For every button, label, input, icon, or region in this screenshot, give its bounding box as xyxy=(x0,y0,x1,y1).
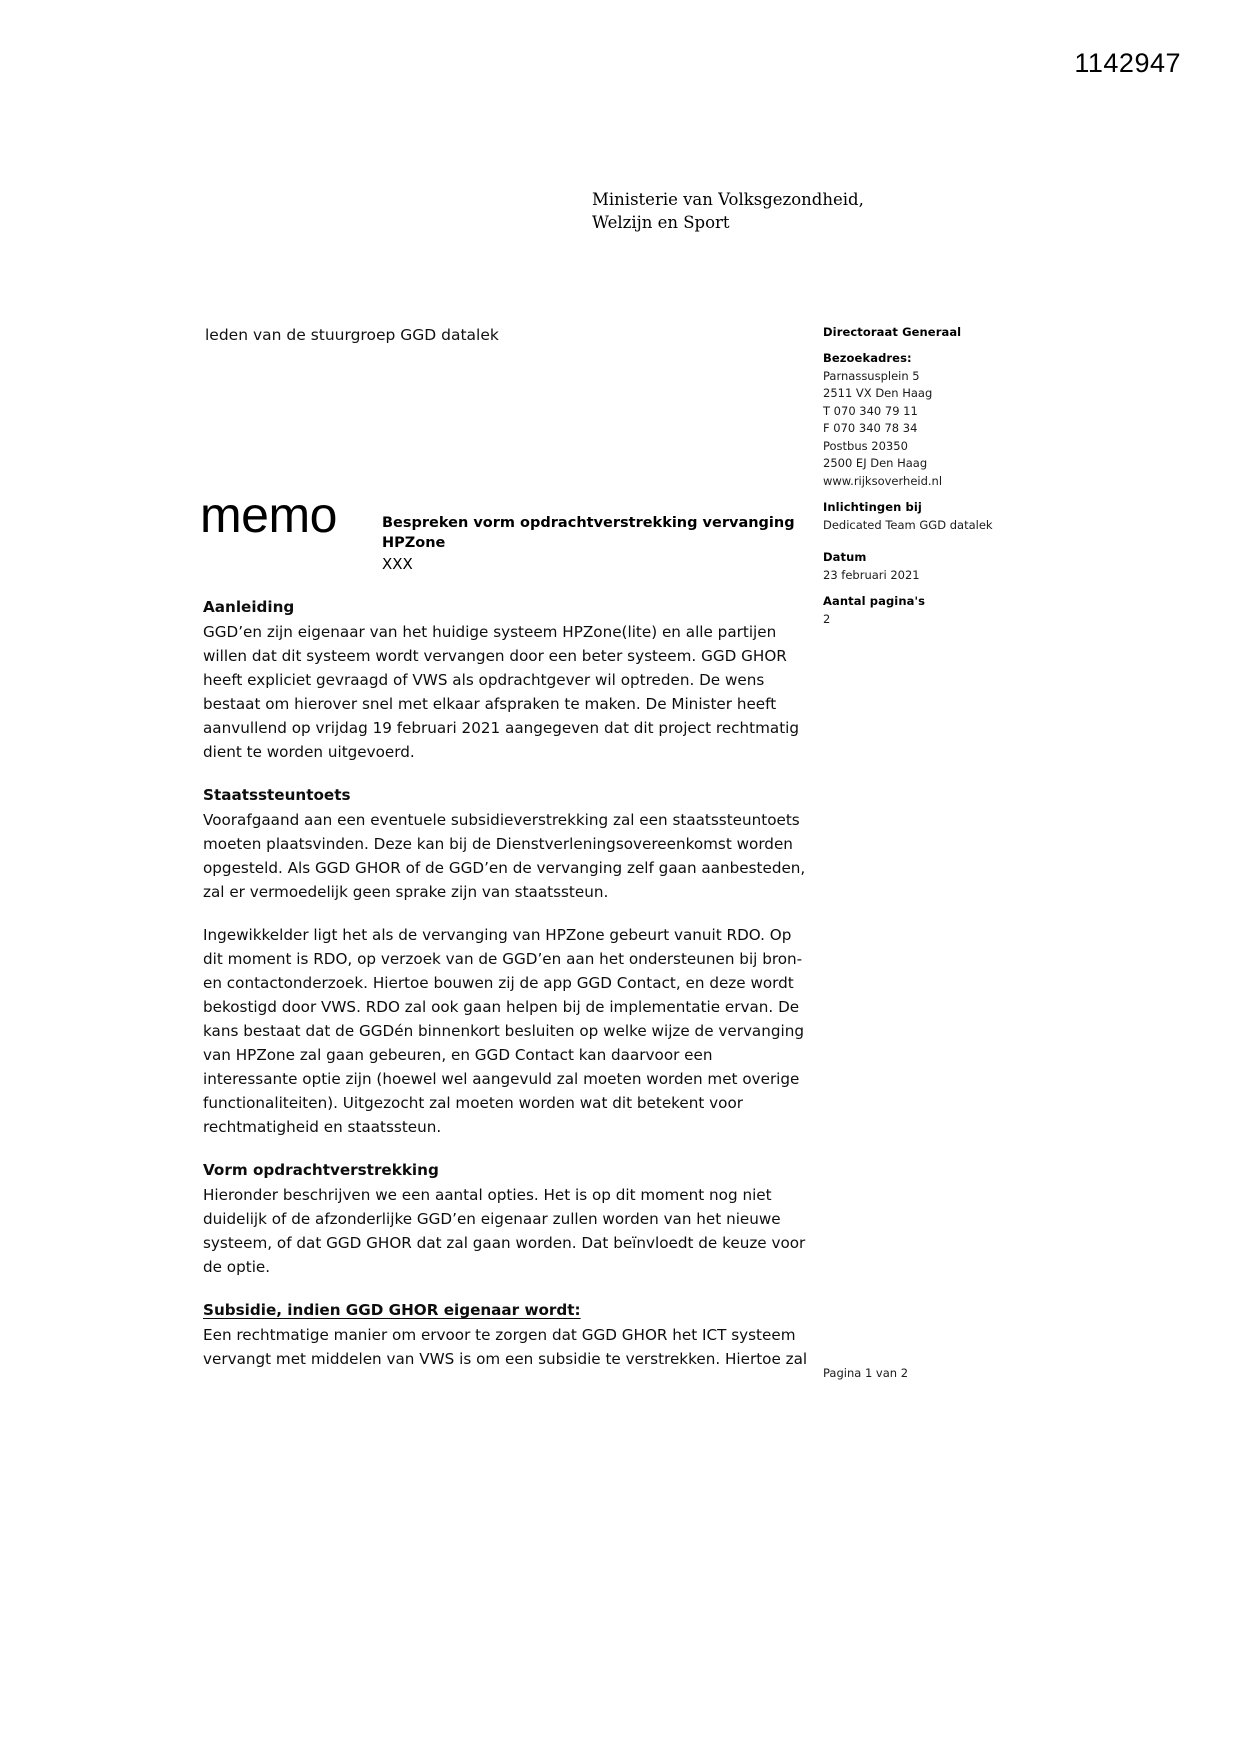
meta-address-line-1: Parnassusplein 5 xyxy=(823,368,920,383)
meta-directorate-label: Directoraat Generaal xyxy=(823,325,962,339)
document-reference-number: 1142947 xyxy=(1074,48,1181,78)
meta-postbus-line: Postbus 20350 xyxy=(823,438,908,453)
meta-pages-label: Aantal pagina's xyxy=(823,594,926,609)
memo-body xyxy=(203,595,811,1371)
paragraph-subsidie: Een rechtmatige manier om ervoor te zorgen dat GGD GHOR het ICT systeem vervangt met middelen van VWS is om een subsidie te verstrekken. Hiertoe zal xyxy=(203,1326,808,1369)
meta-website-line: www.rijksoverheid.nl xyxy=(823,473,943,488)
meta-date-value: 23 februari 2021 xyxy=(823,567,920,582)
meta-address-line-2: 2511 VX Den Haag xyxy=(823,386,933,401)
meta-directorate-block xyxy=(823,324,1073,341)
memo-subject-block xyxy=(382,513,802,575)
meta-visiting-address-label: Bezoekadres: xyxy=(823,351,912,366)
meta-contact-value: Dedicated Team GGD datalek xyxy=(823,517,993,532)
meta-address-block xyxy=(823,350,1073,490)
page-footer-indicator: Pagina 1 van 2 xyxy=(823,1366,909,1380)
heading-subsidie: Subsidie, indien GGD GHOR eigenaar wordt: xyxy=(203,1301,581,1320)
heading-staatssteuntoets: Staatssteuntoets xyxy=(203,786,351,805)
paragraph-staatssteuntoets-2: Ingewikkelder ligt het als de vervanging van HPZone gebeurt vanuit RDO. Op dit moment is RDO, op verzoek van de GGD’en aan het ondersteunen bij bron- en contactonderzoek. Hiertoe bouwen zij de app GGD Contact, en deze wordt bekostigd door VWS. RDO zal ook gaan helpen bij de implementatie ervan. De kans bestaat dat de GGDén binnenkort besluiten op welke wijze de vervanging van HPZone zal gaan gebeuren, en GGD Contact kan daarvoor een interessante optie zijn (hoewel wel aangevuld zal moeten worden met overige functionaliteiten). Uitgezocht zal moeten worden wat dit betekent voor rechtmatigheid en staatssteun. xyxy=(203,926,804,1137)
paragraph-staatssteuntoets-1: Voorafgaand aan een eventuele subsidieverstrekking zal een staatssteuntoets moeten plaatsvinden. Deze kan bij de Dienstverleningsovereenkomst worden opgesteld. Als GGD GHOR of de GGD’en de vervanging zelf gaan aanbesteden, zal er vermoedelijk geen sprake zijn van staatssteun. xyxy=(203,811,806,902)
ministry-line-1: Ministerie van Volksgezondheid, xyxy=(592,190,864,209)
meta-sidebar xyxy=(823,324,1073,628)
paragraph-aanleiding: GGD’en zijn eigenaar van het huidige systeem HPZone(lite) en alle partijen willen dat dit systeem wordt vervangen door een beter systeem. GGD GHOR heeft expliciet gevraagd of VWS als opdrachtgever wil optreden. De wens bestaat om hierover snel met elkaar afspraken te maken. De Minister heeft aanvullend op vrijdag 19 februari 2021 aangegeven dat dit project rechtmatig dient te worden uitgevoerd. xyxy=(203,623,800,762)
memo-subject-subtitle: XXX xyxy=(382,555,413,573)
paragraph-vorm-opdrachtverstrekking: Hieronder beschrijven we een aantal opties. Het is op dit moment nog niet duidelijk of de afzonderlijke GGD’en eigenaar zullen worden van het nieuwe systeem, of dat GGD GHOR dat zal gaan worden. Dat beïnvloedt de keuze voor de optie. xyxy=(203,1186,806,1277)
meta-postal-city-line: 2500 EJ Den Haag xyxy=(823,456,928,471)
memo-subject-title: Bespreken vorm opdrachtverstrekking vervanging HPZone xyxy=(382,515,795,551)
meta-contact-block xyxy=(823,499,1073,534)
heading-aanleiding: Aanleiding xyxy=(203,598,295,616)
meta-pages-value: 2 xyxy=(823,611,831,626)
ministry-line-2: Welzijn en Sport xyxy=(592,213,730,233)
memo-wordmark: memo xyxy=(200,487,337,543)
meta-contact-label: Inlichtingen bij xyxy=(823,500,922,515)
meta-pages-block xyxy=(823,593,1073,628)
meta-date-label: Datum xyxy=(823,550,867,565)
meta-phone-line: T 070 340 79 11 xyxy=(823,403,918,418)
meta-fax-line: F 070 340 78 34 xyxy=(823,421,918,436)
addressee-line: leden van de stuurgroep GGD datalek xyxy=(205,326,499,344)
ministry-lockup xyxy=(592,188,864,235)
meta-date-block xyxy=(823,549,1073,584)
heading-vorm-opdrachtverstrekking: Vorm opdrachtverstrekking xyxy=(203,1161,439,1180)
